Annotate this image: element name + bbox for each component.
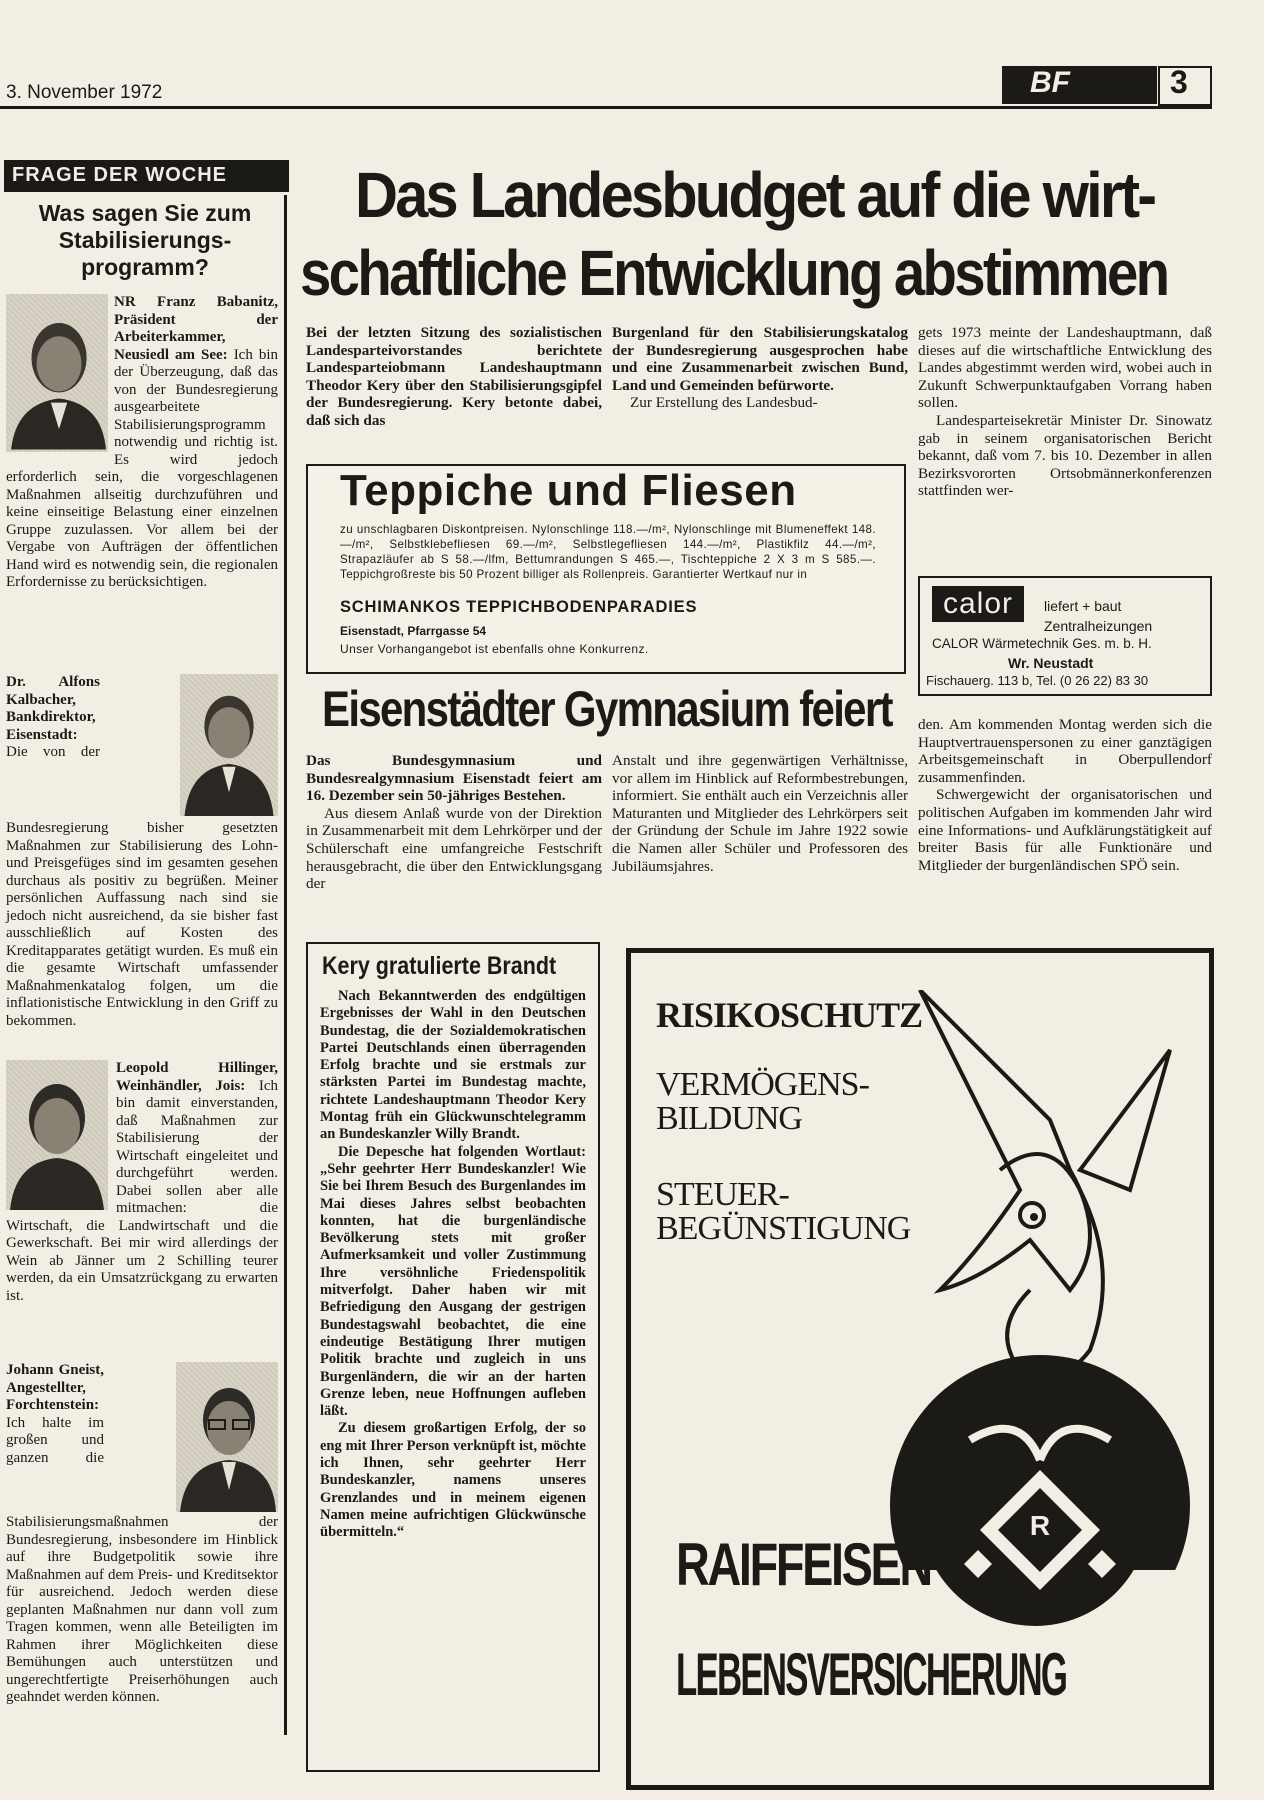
main-headline-line2: schaftliche Entwicklung abstimmen xyxy=(300,237,1168,309)
main-col2 xyxy=(612,324,908,412)
carpet-ad-text: zu unschlagbaren Diskontpreisen. Nylonschlinge 118.—/m², Nylonschlinge mit Blumeneffekt 148.—/m², Selbstklebefliesen 69.—/m², Selbstlegefliesen 144.—/m², Plastikfilz 44.—/m², Strapazläufer ab S 58.—/lfm, Bettumrandungen S 465.—, Tischteppiche 2 X 3 m S 585.—. Teppichgroßreste bis 50 Prozent billiger als Rollenpreis. Garantierter Wertkauf nur in xyxy=(340,523,876,581)
answer-4-text: Ich halte im großen und ganzen die Stabilisierungsmaßnahmen der Bundesregierung, insbesondere im Hinblick auf ihre Budgetpolitik sowie ihre Maßnahmen auf dem Preis- und Kreditsektor für ausreichend. Jedoch werden diese geplanten Maßnahmen nur dann voll zum Tragen kommen, wenn alle Beteiligten im Rahmen ihrer Möglichkeiten diese Bemühungen auch unterstützen und ungerechtfertigte Preiserhöhungen auch geahndet werden können. xyxy=(6,1414,278,1705)
answer-2-name: Dr. Alfons Kalbacher, Bankdirektor, Eisenstadt: xyxy=(6,674,100,743)
calor-line4: Wr. Neustadt xyxy=(1008,655,1094,671)
answer-4-name: Johann Gneist, Angestellter, Forchtenstein: xyxy=(6,1362,104,1413)
main-col3 xyxy=(918,324,1212,500)
raiffeisen-line2b: BILDUNG xyxy=(656,1100,802,1137)
question-kicker: FRAGE DER WOCHE xyxy=(12,164,227,186)
main-col3-continued xyxy=(918,716,1212,874)
calor-line1: liefert + baut xyxy=(1044,598,1122,614)
gymnasium-body-col1: Aus diesem Anlaß wurde von der Direktion in Zusammenarbeit mit dem Lehrkörper und der Schülerschaft eine umfangreiche Festschrift herausgebracht, die über den Entwicklungsgang der xyxy=(306,804,602,893)
calor-logo: calor xyxy=(932,586,1024,622)
gymnasium-headline: Eisenstädter Gymnasium feiert xyxy=(322,681,892,737)
raiffeisen-emblem-letter: R xyxy=(1029,1510,1051,1541)
kery-text xyxy=(320,988,586,1542)
main-lead-col2: Burgenland für den Stabilisierungskatalog der Bundesregierung ausgesprochen habe und eine Zusammenarbeit zwischen Bund, Land und Gemeinden befürworte. xyxy=(612,324,908,394)
answer-1 xyxy=(6,294,278,592)
main-body-col3c: den. Am kommenden Montag werden sich die Hauptvertrauenspersonen zu einer ganztägigen Arbeitsgemeinschaft in Oberpullendorf zusammenfinden. xyxy=(918,716,1212,786)
kery-text-3: Zu diesem großartigen Erfolg, der so eng mit Ihrer Person verknüpft ist, möchte ich Ihnen, sehr geehrter Herr Bundeskanzler, namens unseres Grenzlandes und in meinem eigenen Namen meine aufrichtigen Glückwünsche übermitteln.“ xyxy=(320,1420,586,1541)
raiffeisen-line3b: BEGÜNSTIGUNG xyxy=(656,1210,911,1247)
header-rule xyxy=(0,106,1212,109)
paper-logo-badge xyxy=(1002,66,1157,104)
carpet-ad-address: Eisenstadt, Pfarrgasse 54 xyxy=(340,624,487,638)
main-lead-col1: Bei der letzten Sitzung des sozialistischen Landesparteivorstandes berichtete Landesparteiobmann Landeshauptmann Theodor Kery über den Stabilisierungsgipfel der Bundesregierung. Kery betonte dabei, daß sich das xyxy=(306,324,602,429)
main-body-col3d: Schwergewicht der organisatorischen und politischen Aufgaben im kommenden Jahr wird eine Informations- und Aufklärungstätigkeit auf breiter Basis für alle Funktionäre und Mitglieder der burgenländischen SPÖ sein. xyxy=(918,786,1212,874)
answer-3 xyxy=(6,1060,278,1305)
carpet-ad-company: SCHIMANKOS TEPPICHBODENPARADIES xyxy=(340,598,698,616)
raiffeisen-line2a: VERMÖGENS- xyxy=(656,1066,869,1103)
answer-2-text: Die von der Bundesregierung bisher gesetzten Maßnahmen zur Stabilisierung des Lohn- und Preisgefüges sind im gesamten gesehen durchaus als positiv zu begrüßen. Meiner persönlichen Auffassung nach sind sie jedoch nicht ausreichend, da sie bisher fast ausschließlich auf Kosten des Kreditapparates getätigt wurden. Es muß ein die gesamte Wirtschaft umfassender Maßnahmenkatalog folgen, um die inflationistische Entwicklung in den Griff zu bekommen. xyxy=(6,744,278,1029)
answer-1-name: NR Franz Babanitz, Präsident der Arbeiterkammer, Neusiedl am See: xyxy=(114,294,278,363)
answer-1-text: Ich bin der Überzeugung, daß das von der Bundesregierung ausgearbeitete Stabilisierungsprogramm notwendig und richtig ist. Es wird jedoch erforderlich sein, die vorgeschlagenen Maßnahmen allseitig durchzuführen und keine einseitige Belastung einer einzelnen Gruppe zuzulassen. Vor allem bei der Vergabe von Aufträgen der öffentlichen Hand wird es notwendig sein, die regionalen Erfordernisse zu berücksichtigen. xyxy=(6,346,279,590)
gymnasium-col1 xyxy=(306,752,602,893)
main-body-col3b: Landesparteisekretär Minister Dr. Sinowatz gab in seinem organisatorischen Bericht bekannt, daß vom 7. bis 10. Dezember in allen Bezirksvororten Ortsobmännerkonferenzen stattfinden wer- xyxy=(918,411,1212,500)
calor-line5: Fischauerg. 113 b, Tel. (0 26 22) 83 30 xyxy=(926,673,1149,688)
carpet-ad-title: Teppiche und Fliesen xyxy=(340,466,797,515)
main-body-col2: Zur Erstellung des Landesbud- xyxy=(630,394,818,412)
gymnasium-col2: Anstalt und ihre gegenwärtigen Verhältnisse, vor allem im Hinblick auf Reformbestrebungen, informiert. Sie enthält auch ein Verzeichnis aller Maturanten und Mitglieder des Lehrkörpers seit der Gründung der Schule im Jahre 1922 sowie die Namen aller Schüler und Professoren des Jubiläumsjahres. xyxy=(612,752,908,875)
raiffeisen-brand1: RAIFFEISEN xyxy=(676,1531,931,1598)
question-title: Was sagen Sie zum Stabilisierungsprogramm? xyxy=(38,200,252,280)
carpet-ad-note: Unser Vorhangangebot ist ebenfalls ohne Konkurrenz. xyxy=(340,642,649,656)
raiffeisen-brand2: LEBENSVERSICHERUNG xyxy=(676,1641,1067,1708)
question-right-rule xyxy=(284,195,287,1735)
kery-headline: Kery gratulierte Brandt xyxy=(322,952,557,980)
issue-date: 3. November 1972 xyxy=(6,82,163,103)
gymnasium-lead: Das Bundesgymnasium und Bundesrealgymnasium Eisenstadt feiert am 16. Dezember sein 50-jähriges Bestehen. xyxy=(306,752,602,805)
raiffeisen-line1: RISIKOSCHUTZ xyxy=(656,995,923,1035)
main-body-col3a: gets 1973 meinte der Landeshauptmann, daß dieses auf die wirtschaftliche Entwicklung des Landes abgestimmt werden wird, wobei auch in Zukunft Schwerpunktaufgaben Vorrang haben sollen. xyxy=(918,324,1212,412)
page-number: 3 xyxy=(1170,64,1188,100)
answer-3-text: Ich bin damit einverstanden, daß Maßnahmen zur Stabilisierung der Wirtschaft eingeleitet und durchgeführt werden. Dabei sollen aber alle mitmachen: die Wirtschaft, die Landwirtschaft und die Gewerkschaft. Bei mir wird allerdings der Wein ab Jänner um 2 Schilling teurer werden, da ein Umsatzrückgang zu erwarten ist. xyxy=(6,1077,278,1304)
kery-text-1: Nach Bekanntwerden des endgültigen Ergebnisses der Wahl in den Deutschen Bundestag, die der Sozialdemokratischen Partei Deutschlands einen überragenden Erfolg brachte und sie erstmals zur stärksten Partei im Bundestag machte, richtete Landeshauptmann Theodor Kery Montag früh ein Glückwunschtelegramm an Bundeskanzler Willy Brandt. xyxy=(320,988,586,1143)
raiffeisen-line3a: STEUER- xyxy=(656,1176,789,1213)
kery-text-2: Die Depesche hat folgenden Wortlaut: „Sehr geehrter Herr Bundeskanzler! Wie Sie bei Ihrem Besuch des Burgenlandes im Mai dieses Jahres selbst beobachten konnten, hat die burgenländische Bevölkerung stets mit großer Aufmerksamkeit und voller Zustimmung Ihre versöhnliche Friedenspolitik mitverfolgt. Daher haben wir mit Befriedigung den Ausgang der gestrigen Bundestagswahl beobachtet, die eine eindeutige Bestätigung Ihrer mutigen Politik brachte und zugleich in uns Burgenländern, die wir an der harten Grenze leben, neue Hoffnungen aufleben läßt. xyxy=(320,1143,586,1420)
main-headline-line1: Das Landesbudget auf die wirt- xyxy=(355,159,1155,231)
calor-line2: Zentralheizungen xyxy=(1044,618,1153,634)
answer-4 xyxy=(6,1362,278,1707)
paper-logo: BF xyxy=(1030,66,1070,99)
answer-3-name: Leopold Hillinger, Weinhändler, Jois: xyxy=(116,1060,278,1094)
answer-2 xyxy=(6,674,278,1030)
calor-line3: CALOR Wärmetechnik Ges. m. b. H. xyxy=(932,636,1152,651)
